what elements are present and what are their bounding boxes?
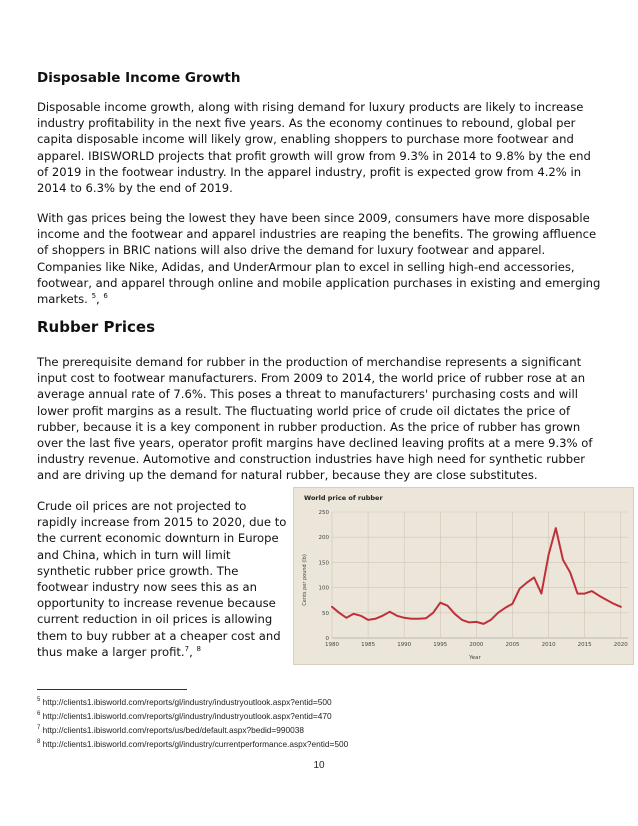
paragraph-text: With gas prices being the lowest they have been since 2009, consumers have more disposable income and the footwear and apparel industries are reaping the benefits. The growing affluence of shoppers in BRIC nations will also drive the demand for luxury footwear and apparel. Companies like Nike, Adidas, and UnderArmour plan to excel in selling high-end accessories, footwear, and apparel through online and mobile application purchases in existing and emerging markets.: [37, 211, 601, 307]
paragraph-disposable-income-1: [37, 99, 603, 196]
footnote-link[interactable]: http://clients1.ibisworld.com/reports/us/bed/default.aspx?bedid=990038: [42, 725, 304, 735]
paragraph-rubber-prices-2: [37, 498, 287, 660]
x-tick-label: 2020: [613, 642, 628, 648]
paragraph-text: The prerequisite demand for rubber in the production of merchandise represents a significant input cost to footwear manufacturers. From 2009 to 2014, the world price of rubber rose at an average annual rate of 7.6%. This poses a threat to manufacturers' purchasing costs and will lower profit margins as a result. The fluctuating world price of crude oil dictates the price of rubber, because it is a key component in rubber production. As the price of rubber has grown over the last five years, operator profit margins have declined leaving profits at a mere 9.3% of industry revenue. Automotive and construction industries have high need for synthetic rubber and are driving up the demand for natural rubber, because they are close substitutes.: [37, 355, 593, 483]
footnote-link[interactable]: http://clients1.ibisworld.com/reports/gl/industry/industryoutlook.aspx?entid=470: [42, 711, 332, 721]
footnote-ref-7[interactable]: 7: [184, 644, 190, 653]
footnote-ref-5[interactable]: 5: [91, 292, 97, 301]
chart-xlabel: Year: [469, 655, 481, 661]
footnote-divider: [37, 689, 187, 690]
x-tick-label: 1995: [433, 642, 448, 648]
page-number: 10: [313, 760, 325, 771]
footnote-link[interactable]: http://clients1.ibisworld.com/reports/gl/industry/currentperformance.aspx?entid=500: [42, 739, 349, 749]
y-tick-label: 50: [322, 610, 329, 617]
y-tick-label: 200: [318, 535, 329, 542]
x-tick-label: 1980: [325, 642, 339, 648]
y-tick-label: 150: [318, 560, 329, 567]
chart-svg: [294, 488, 633, 664]
paragraph-disposable-income-2: [37, 210, 603, 307]
footnote-7: [37, 725, 304, 735]
section-heading-rubber-prices: Rubber Prices: [37, 318, 156, 336]
ref-separator: ,: [96, 292, 104, 307]
footnote-number: 7: [37, 725, 41, 732]
x-tick-label: 1985: [361, 642, 376, 648]
footnote-ref-6[interactable]: 6: [103, 292, 108, 301]
section-heading-disposable-income: Disposable Income Growth: [37, 70, 241, 86]
ref-separator: ,: [189, 644, 197, 659]
footnote-number: 8: [37, 739, 41, 746]
chart-ylabel: Cents per pound (lb): [302, 554, 308, 606]
x-tick-label: 2015: [577, 642, 592, 648]
chart-title: World price of rubber: [304, 494, 383, 502]
footnote-number: 5: [37, 697, 41, 704]
footnote-ref-8[interactable]: 8: [196, 644, 201, 653]
paragraph-text: Disposable income growth, along with rising demand for luxury products are likely to increase industry profitability in the next five years. As the economy continues to rebound, global per capita disposable income will likely grow, enabling shoppers to purchase more footwear and apparel. IBISWORLD projects that profit growth will grow from 9.3% in 2014 to 9.8% by the end of 2019 in the footwear industry. In the apparel industry, profit is expected grow from 4.2% in 2014 to 6.3% by the end of 2019.: [37, 100, 591, 196]
x-tick-label: 2005: [505, 642, 520, 648]
footnote-8: [37, 739, 348, 749]
footnote-6: [37, 711, 332, 721]
footnote-number: 6: [37, 711, 41, 718]
rubber-price-chart: [293, 487, 634, 665]
x-tick-label: 2000: [469, 642, 484, 648]
y-tick-label: 100: [318, 585, 329, 592]
footnote-5: [37, 697, 332, 707]
y-tick-label: 0: [325, 636, 329, 642]
footnote-link[interactable]: http://clients1.ibisworld.com/reports/gl/industry/industryoutlook.aspx?entid=500: [42, 697, 332, 707]
x-tick-label: 2010: [541, 642, 556, 648]
paragraph-text: Crude oil prices are not projected to rapidly increase from 2015 to 2020, due to the current economic downturn in Europe and China, which in turn will limit synthetic rubber price growth. The footwear industry now sees this as an opportunity to increase revenue because current reduction in oil prices is allowing them to buy rubber at a cheaper cost and thus make a larger profit.: [37, 499, 287, 659]
y-tick-label: 250: [318, 510, 329, 516]
paragraph-rubber-prices-1: [37, 354, 603, 484]
x-tick-label: 1990: [397, 642, 412, 648]
